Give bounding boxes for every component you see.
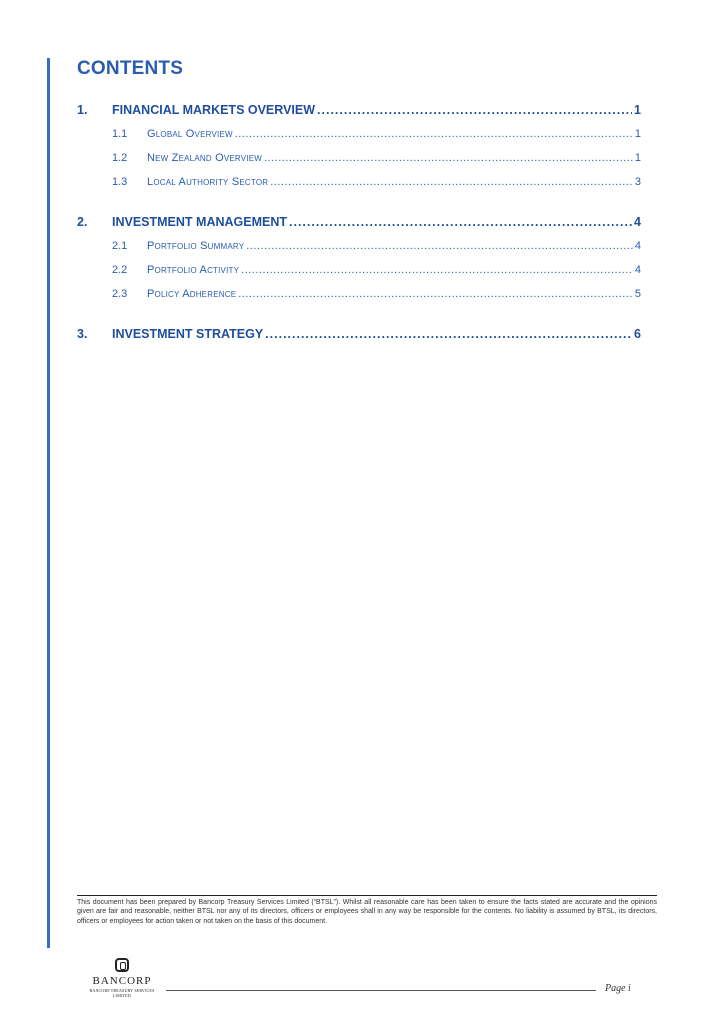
toc-subentry-2-3[interactable]: [77, 288, 641, 312]
left-margin-rule: [47, 58, 50, 948]
dot-leader: [235, 128, 633, 140]
disclaimer-divider: [77, 895, 657, 896]
dot-leader: [241, 264, 633, 276]
dot-leader: [289, 215, 632, 229]
toc-subentry-number: 1.1: [112, 128, 128, 140]
bancorp-logo: [82, 958, 162, 998]
toc-subentry-page: 4: [634, 264, 641, 276]
toc-entry-number: 1.: [77, 103, 88, 117]
logo-name: BANCORP: [92, 975, 152, 987]
toc-subentry-1-2[interactable]: [77, 152, 641, 176]
page-title: CONTENTS: [77, 58, 184, 79]
dot-leader: [270, 176, 633, 188]
toc-subentry-page: 1: [634, 128, 641, 140]
toc-subentry-page: 3: [634, 176, 641, 188]
dot-leader: [246, 240, 633, 252]
toc-entry-number: 2.: [77, 215, 88, 229]
toc-subentry-number: 1.3: [112, 176, 128, 188]
toc-subentry-1-3[interactable]: [77, 176, 641, 200]
toc-subentry-page: 1: [634, 152, 641, 164]
toc-entry-page: 1: [634, 103, 641, 117]
toc-subentry-number: 2.3: [112, 288, 128, 300]
toc-entry-3[interactable]: [77, 327, 641, 346]
table-of-contents: [77, 103, 641, 346]
toc-subentry-number: 1.2: [112, 152, 128, 164]
toc-subentry-label: Global Overview: [147, 128, 233, 140]
logo-subtitle: BANCORP TREASURY SERVICES LIMITED: [89, 988, 155, 998]
toc-subentry-page: 4: [634, 240, 641, 252]
footer-divider: [166, 990, 596, 991]
bancorp-logo-icon: [115, 958, 129, 972]
toc-entry-page: 4: [634, 215, 641, 229]
toc-entry-label: FINANCIAL MARKETS OVERVIEW: [112, 103, 316, 117]
toc-subentry-number: 2.2: [112, 264, 128, 276]
toc-entry-label: INVESTMENT STRATEGY: [112, 327, 264, 341]
toc-subentry-number: 2.1: [112, 240, 128, 252]
dot-leader: [317, 103, 632, 117]
toc-subentry-label: Local Authority Sector: [147, 176, 269, 188]
toc-subentry-2-2[interactable]: [77, 264, 641, 288]
toc-subentry-label: Policy Adherence: [147, 288, 237, 300]
dot-leader: [265, 327, 632, 341]
page-number: Page i: [605, 983, 631, 994]
toc-subentry-label: Portfolio Summary: [147, 240, 245, 252]
disclaimer-text: This document has been prepared by Bancorp Treasury Services Limited (“BTSL”). Whilst all reasonable care has been taken to ensure the facts stated are accurate and the opinions given are fair and reasonable, neither BTSL nor any of its directors, officers or employees shall in any way be responsible for the contents. No liability is assumed by BTSL, its directors, officers or employees for action taken or not taken on the basis of this document.: [77, 899, 657, 925]
dot-leader: [264, 152, 633, 164]
toc-entry-label: INVESTMENT MANAGEMENT: [112, 215, 287, 229]
toc-subentry-2-1[interactable]: [77, 240, 641, 264]
toc-subentry-label: Portfolio Activity: [147, 264, 240, 276]
toc-entry-number: 3.: [77, 327, 88, 341]
toc-entry-2[interactable]: [77, 215, 641, 234]
toc-entry-1[interactable]: [77, 103, 641, 122]
toc-subentry-1-1[interactable]: [77, 128, 641, 152]
toc-entry-page: 6: [634, 327, 641, 341]
toc-subentry-label: New Zealand Overview: [147, 152, 262, 164]
toc-subentry-page: 5: [634, 288, 641, 300]
dot-leader: [238, 288, 633, 300]
